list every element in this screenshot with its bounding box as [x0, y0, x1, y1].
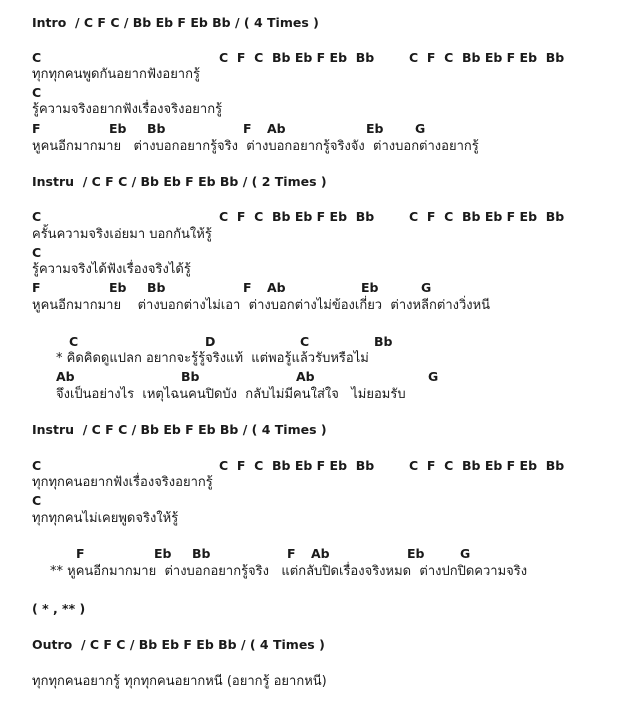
lyric-text: ทุกทุกคนอยากรู้ ทุกทุกคนอยากหนี (อยากรู้ อยากหนี)	[32, 674, 327, 689]
verse2-chords-line2	[0, 244, 42, 262]
lyric-text: ทุกทุกคนอยากฟังเรื่องจริงอยากรู้	[32, 475, 213, 490]
chord: F	[243, 280, 252, 295]
chord: Eb	[366, 121, 384, 136]
chord: Eb	[407, 546, 425, 561]
chord: Eb	[154, 546, 172, 561]
outro-lyric	[0, 673, 327, 691]
chord: F	[243, 121, 252, 136]
repeat-marker-text: ( * , ** )	[32, 601, 86, 616]
chord: C	[32, 493, 42, 508]
chord: C	[32, 50, 42, 65]
repeat-marker	[0, 600, 86, 618]
instru1-header-text: Instru / C F C / Bb Eb F Eb Bb / ( 2 Times )	[32, 174, 327, 189]
verse2-chords-line3	[0, 279, 432, 297]
chord: Eb	[361, 280, 379, 295]
lyric-text: ทุกทุกคนพูดกันอยากฟังอยากรู้	[32, 67, 200, 82]
chord: Eb	[109, 280, 127, 295]
prechorus-lyric-line2	[0, 386, 406, 404]
lyric-text: หูคนอีกมากมาย ต่างบอกอยากรู้จริง ต่างบอกอยากรู้จริงจัง ต่างบอกต่างอยากรู้	[32, 139, 479, 154]
prechorus-lyric-line1	[0, 350, 369, 368]
prechorus-chords-line1	[0, 333, 393, 351]
chord: G	[421, 280, 432, 295]
verse1-lyric-line1	[0, 66, 200, 84]
instru2-header-text: Instru / C F C / Bb Eb F Eb Bb / ( 4 Times )	[32, 422, 327, 437]
lyric-text: จึงเป็นอย่างไร เหตุไฉนคนปิดบัง กลับไม่มีคนใส่ใจ ไม่ยอมรับ	[56, 387, 406, 402]
chord: C	[69, 334, 79, 349]
verse3-lyric-line1	[0, 474, 213, 492]
intro-header-text: Intro / C F C / Bb Eb F Eb Bb / ( 4 Times )	[32, 15, 319, 30]
chord-group: C F C Bb Eb F Eb Bb	[409, 458, 565, 473]
lyric-text: ** หูคนอีกมากมาย ต่างบอกอยากรู้จริง แต่กลับปิดเรื่องจริงหมด ต่างปกปิดความจริง	[50, 564, 528, 579]
chord-group: C F C Bb Eb F Eb Bb	[409, 50, 565, 65]
verse1-chords-line3	[0, 120, 426, 138]
verse1-lyric-line3	[0, 138, 479, 156]
chorus-chords	[0, 545, 471, 563]
chord: F	[32, 121, 41, 136]
verse2-lyric-line1	[0, 226, 212, 244]
verse2-chords-line1	[0, 208, 565, 226]
chord: C	[32, 458, 42, 473]
chord: F	[76, 546, 85, 561]
chord: Ab	[267, 121, 286, 136]
lyric-text: ครั้นความจริงเอ่ยมา บอกกันให้รู้	[32, 227, 212, 242]
lyric-text: ทุกทุกคนไม่เคยพูดจริงให้รู้	[32, 511, 179, 526]
chord: G	[460, 546, 471, 561]
chord: Bb	[147, 280, 166, 295]
lyric-text: รู้ความจริงได้ฟังเรื่องจริงได้รู้	[32, 262, 191, 277]
prechorus-chords-line2	[0, 368, 439, 386]
chord-group: C F C Bb Eb F Eb Bb	[219, 458, 375, 473]
verse2-lyric-line3	[0, 297, 491, 315]
verse2-lyric-line2	[0, 261, 191, 279]
chord: C	[300, 334, 310, 349]
chord: Ab	[267, 280, 286, 295]
chord: C	[32, 85, 42, 100]
intro-header	[0, 14, 319, 32]
instru2-header	[0, 421, 327, 439]
verse1-chords-line1	[0, 49, 565, 67]
verse3-lyric-line2	[0, 510, 179, 528]
chord: C	[32, 245, 42, 260]
chord-group: C F C Bb Eb F Eb Bb	[219, 209, 375, 224]
chord: D	[205, 334, 216, 349]
lyric-text: รู้ความจริงอยากฟังเรื่องจริงอยากรู้	[32, 102, 223, 117]
chord: Bb	[147, 121, 166, 136]
chord: G	[428, 369, 439, 384]
chord: Bb	[192, 546, 211, 561]
chord-group: C F C Bb Eb F Eb Bb	[409, 209, 565, 224]
lyric-text: หูคนอีกมากมาย ต่างบอกต่างไม่เอา ต่างบอกต่างไม่ข้องเกี่ยว ต่างหลีกต่างวิ่งหนี	[32, 298, 491, 313]
chord: Eb	[109, 121, 127, 136]
chord: C	[32, 209, 42, 224]
verse3-chords-line2	[0, 492, 42, 510]
verse3-chords-line1	[0, 457, 565, 475]
chord: F	[32, 280, 41, 295]
chord: G	[415, 121, 426, 136]
instru1-header	[0, 173, 327, 191]
outro-header-text: Outro / C F C / Bb Eb F Eb Bb / ( 4 Times )	[32, 637, 325, 652]
verse1-lyric-line2	[0, 101, 223, 119]
chord: Bb	[374, 334, 393, 349]
chord: Ab	[311, 546, 330, 561]
chord: Ab	[296, 369, 315, 384]
chord: Bb	[181, 369, 200, 384]
lyric-text: * คิดคิดดูแปลก อยากจะรู้รู้จริงแท้ แต่พอรู้แล้วรับหรือไม่	[56, 351, 369, 366]
verse1-chords-line2	[0, 84, 42, 102]
chord-group: C F C Bb Eb F Eb Bb	[219, 50, 375, 65]
chorus-lyric	[0, 563, 528, 581]
chord: Ab	[56, 369, 75, 384]
outro-header	[0, 636, 325, 654]
chord: F	[287, 546, 296, 561]
